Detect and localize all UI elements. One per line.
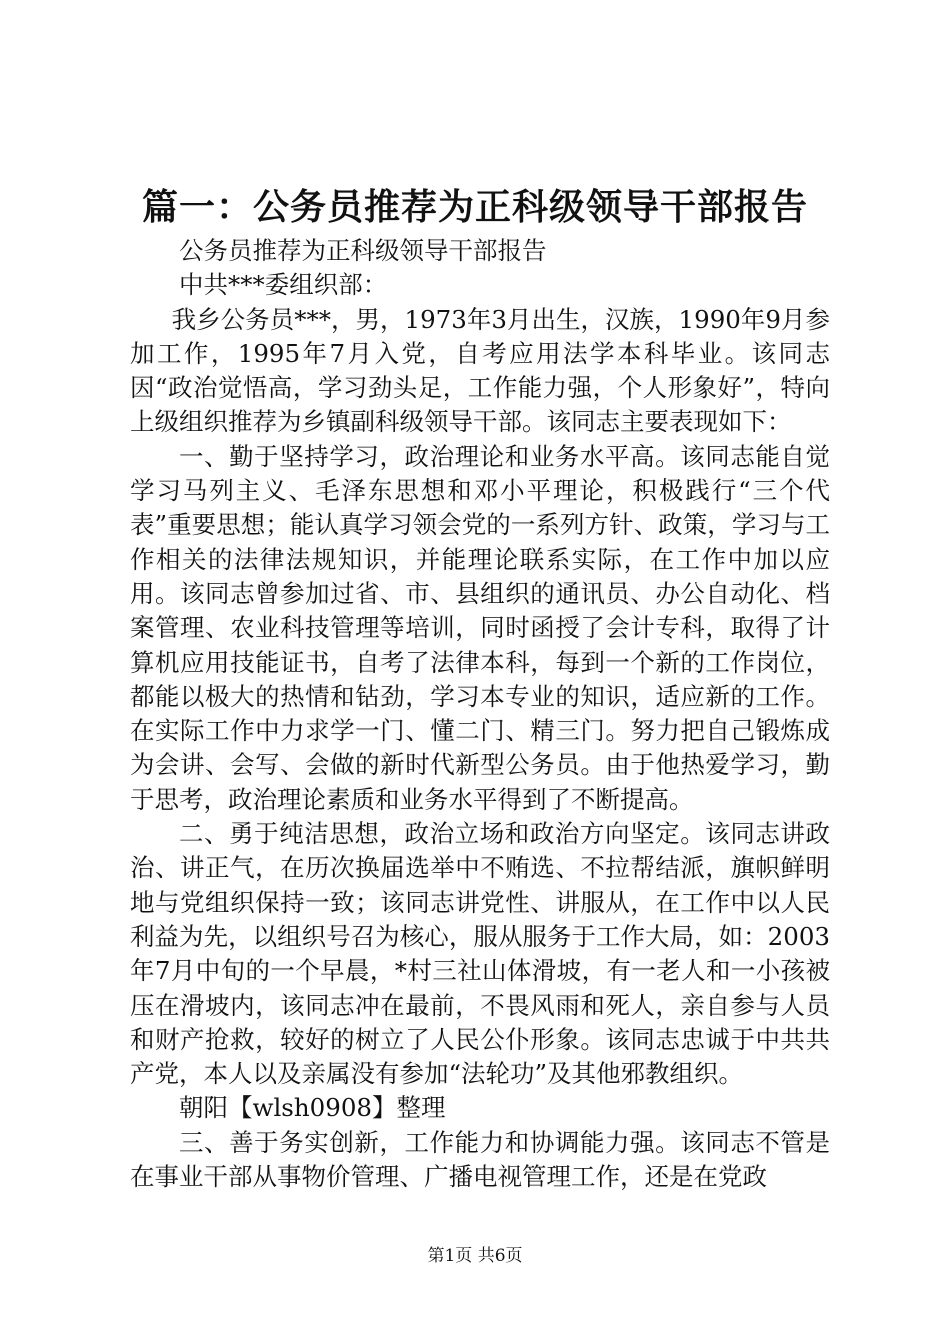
page-footer: 第1页 共6页 [427, 1246, 523, 1266]
salutation-line: 中共***委组织部： [179, 270, 388, 300]
document-title: 篇一：公务员推荐为正科级领导干部报告 [141, 187, 808, 228]
subtitle-line: 公务员推荐为正科级领导干部报告 [179, 236, 547, 265]
paragraph-intro: 我乡公务员***，男，1973年3月出生，汉族，1990年9月参加工作，1995年7月入党，自考应用法学本科毕业。该同志因“政治觉悟高，学习劲头足，工作能力强，个人形象好”，特向上级组织推荐为乡镇副科级领导干部。该同志主要表现如下： [130, 304, 830, 437]
paragraph-source-note: 朝阳【wlsh0908】整理 [179, 1093, 446, 1123]
document-body [130, 234, 830, 1194]
paragraph-section-3: 三、善于务实创新，工作能力和协调能力强。该同志不管是在事业干部从事物价管理、广播电视管理工作，还是在党政 [130, 1127, 830, 1192]
paragraph-section-2: 二、勇于纯洁思想，政治立场和政治方向坚定。该同志讲政治、讲正气，在历次换届选举中不贿选、不拉帮结派，旗帜鲜明地与党组织保持一致；该同志讲党性、讲服从，在工作中以人民利益为先，以组织号召为核心，服从服务于工作大局，如：2003年7月中旬的一个早晨，*村三社山体滑坡，有一老人和一小孩被压在滑坡内，该同志冲在最前，不畏风雨和死人，亲自参与人员和财产抢救，较好的树立了人民公仆形象。该同志忠诚于中共共产党，本人以及亲属没有参加“法轮功”及其他邪教组织。 [130, 819, 830, 1089]
paragraph-section-1: 一、勤于坚持学习，政治理论和业务水平高。该同志能自觉学习马列主义、毛泽东思想和邓小平理论，积极践行“三个代表”重要思想；能认真学习领会党的一系列方针、政策，学习与工作相关的法律法规知识，并能理论联系实际，在工作中加以应用。该同志曾参加过省、市、县组织的通讯员、办公自动化、档案管理、农业科技管理等培训，同时函授了会计专科，取得了计算机应用技能证书，自考了法律本科，每到一个新的工作岗位，都能以极大的热情和钻劲，学习本专业的知识，适应新的工作。在实际工作中力求学一门、懂二门、精三门。努力把自己锻炼成为会讲、会写、会做的新时代新型公务员。由于他热爱学习，勤于思考，政治理论素质和业务水平得到了不断提高。 [130, 441, 830, 814]
